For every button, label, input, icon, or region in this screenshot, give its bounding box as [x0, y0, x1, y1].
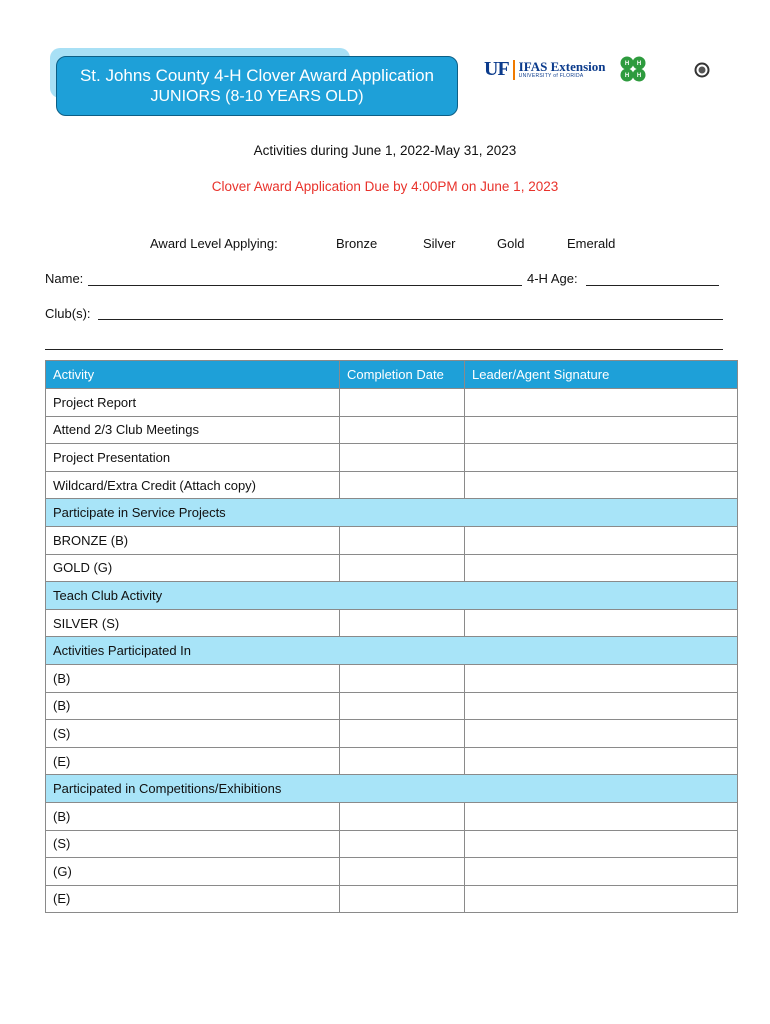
table-row: [46, 444, 738, 472]
header-activity: Activity: [46, 361, 340, 389]
signature-cell[interactable]: [465, 720, 738, 748]
award-option-silver[interactable]: Silver: [423, 236, 456, 251]
table-row: [46, 692, 738, 720]
signature-cell[interactable]: [465, 692, 738, 720]
activity-cell: (S): [46, 720, 340, 748]
signature-cell[interactable]: [465, 664, 738, 692]
completion-date-cell[interactable]: [340, 471, 465, 499]
activity-cell: Project Presentation: [46, 444, 340, 472]
form-title: St. Johns County 4-H Clover Award Application: [79, 66, 435, 85]
section-label: Participated in Competitions/Exhibitions: [46, 775, 738, 803]
section-row: [46, 637, 738, 665]
title-banner: [56, 56, 458, 116]
header-leader-signature: Leader/Agent Signature: [465, 361, 738, 389]
table-row: [46, 720, 738, 748]
award-option-bronze[interactable]: Bronze: [336, 236, 378, 251]
signature-cell[interactable]: [465, 416, 738, 444]
section-label: Activities Participated In: [46, 637, 738, 665]
section-row: [46, 582, 738, 610]
signature-cell[interactable]: [465, 747, 738, 775]
completion-date-cell[interactable]: [340, 858, 465, 886]
completion-date-cell[interactable]: [340, 664, 465, 692]
section-label: Participate in Service Projects: [46, 499, 738, 527]
completion-date-cell[interactable]: [340, 802, 465, 830]
name-label: Name:: [45, 271, 84, 286]
uf-extension-text: IFAS Extension: [518, 58, 606, 74]
signature-cell[interactable]: [465, 526, 738, 554]
table-row: [46, 858, 738, 886]
activity-cell: Project Report: [46, 389, 340, 417]
svg-text:H: H: [624, 73, 630, 79]
name-field[interactable]: [88, 271, 522, 286]
completion-date-cell[interactable]: [340, 416, 465, 444]
table-row: [46, 389, 738, 417]
uf-university-text: UNIVERSITY of FLORIDA: [518, 72, 584, 79]
due-date-notice: Clover Award Application Due by 4:00PM on June 1, 2023: [211, 179, 559, 194]
clubs-label: Club(s):: [45, 306, 91, 321]
header-completion-date: Completion Date: [340, 361, 465, 389]
signature-cell[interactable]: [465, 802, 738, 830]
completion-date-cell[interactable]: [340, 389, 465, 417]
completion-date-cell[interactable]: [340, 885, 465, 913]
table-row: [46, 885, 738, 913]
clubs-field-line2[interactable]: [45, 335, 723, 350]
signature-cell[interactable]: [465, 389, 738, 417]
activity-cell: (B): [46, 664, 340, 692]
table-header-row: [46, 361, 738, 389]
uf-ifas-logo: [484, 58, 605, 81]
section-label: Teach Club Activity: [46, 582, 738, 610]
signature-cell[interactable]: [465, 885, 738, 913]
activity-period: Activities during June 1, 2022-May 31, 2023: [253, 143, 517, 158]
section-row: [46, 499, 738, 527]
completion-date-cell[interactable]: [340, 554, 465, 582]
signature-cell[interactable]: [465, 858, 738, 886]
signature-cell[interactable]: [465, 471, 738, 499]
completion-date-cell[interactable]: [340, 747, 465, 775]
table-row: [46, 609, 738, 637]
award-option-gold[interactable]: Gold: [497, 236, 525, 251]
activity-cell: BRONZE (B): [46, 526, 340, 554]
activity-cell: Wildcard/Extra Credit (Attach copy): [46, 471, 340, 499]
county-seal-icon: [694, 62, 710, 78]
svg-text:H: H: [636, 73, 642, 79]
table-row: [46, 416, 738, 444]
table-row: [46, 802, 738, 830]
signature-cell[interactable]: [465, 444, 738, 472]
age-label: 4-H Age:: [527, 271, 578, 286]
uf-divider: [513, 60, 515, 80]
completion-date-cell[interactable]: [340, 609, 465, 637]
activity-cell: GOLD (G): [46, 554, 340, 582]
table-row: [46, 830, 738, 858]
svg-text:H: H: [636, 61, 642, 67]
activity-cell: (B): [46, 692, 340, 720]
signature-cell[interactable]: [465, 554, 738, 582]
activities-table: [45, 360, 738, 913]
table-body: [46, 389, 738, 913]
clubs-field[interactable]: [98, 305, 723, 320]
uf-mark: UF: [484, 58, 509, 80]
table-row: [46, 554, 738, 582]
activity-cell: Attend 2/3 Club Meetings: [46, 416, 340, 444]
table-row: [46, 747, 738, 775]
activity-cell: (E): [46, 747, 340, 775]
table-row: [46, 471, 738, 499]
completion-date-cell[interactable]: [340, 444, 465, 472]
activity-cell: SILVER (S): [46, 609, 340, 637]
4h-clover-icon: [618, 54, 648, 84]
svg-text:H: H: [624, 61, 630, 67]
completion-date-cell[interactable]: [340, 720, 465, 748]
form-age-group: JUNIORS (8-10 YEARS OLD): [150, 88, 364, 105]
award-option-emerald[interactable]: Emerald: [567, 236, 616, 251]
activity-cell: (G): [46, 858, 340, 886]
activity-cell: (E): [46, 885, 340, 913]
activity-cell: (B): [46, 802, 340, 830]
table-row: [46, 664, 738, 692]
completion-date-cell[interactable]: [340, 692, 465, 720]
completion-date-cell[interactable]: [340, 526, 465, 554]
award-level-label: Award Level Applying:: [150, 236, 278, 251]
activity-cell: (S): [46, 830, 340, 858]
table-row: [46, 526, 738, 554]
section-row: [46, 775, 738, 803]
signature-cell[interactable]: [465, 830, 738, 858]
age-field[interactable]: [586, 271, 719, 286]
signature-cell[interactable]: [465, 609, 738, 637]
completion-date-cell[interactable]: [340, 830, 465, 858]
